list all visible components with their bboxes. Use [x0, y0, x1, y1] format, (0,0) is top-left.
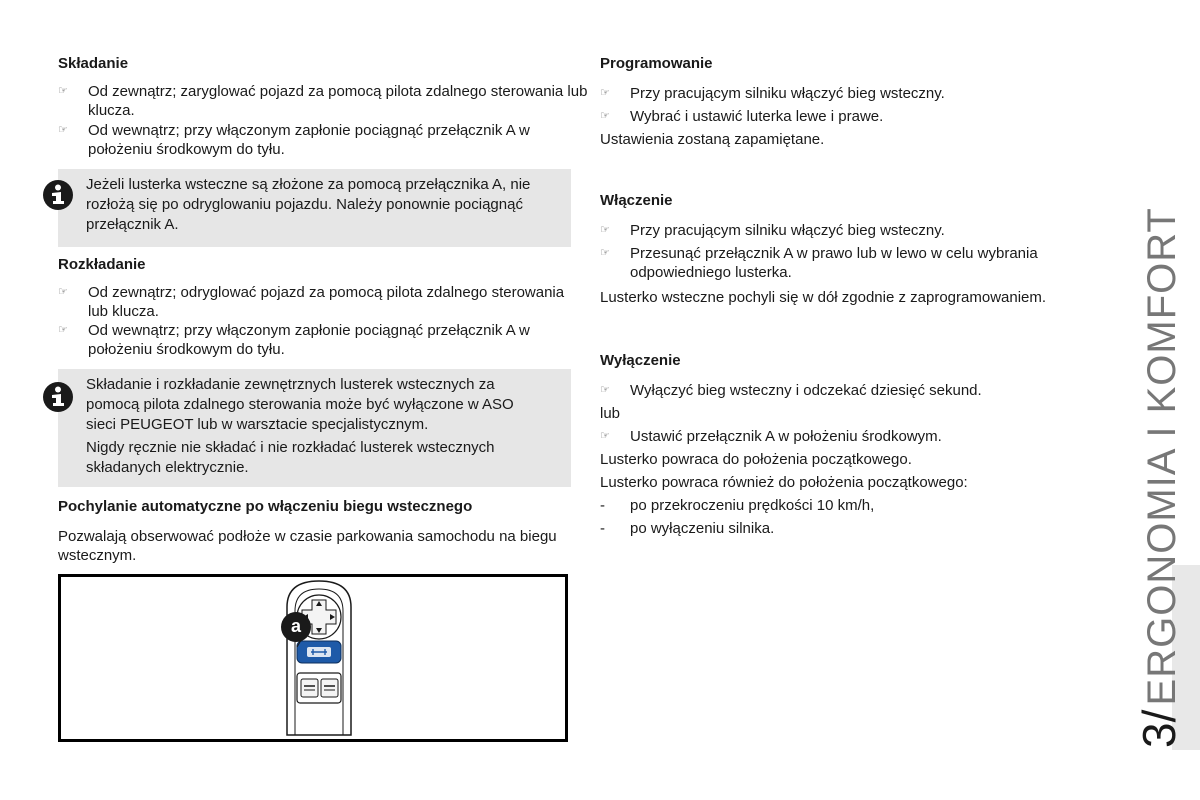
list-item	[600, 427, 1110, 446]
info-note	[58, 169, 571, 247]
dash-marker: -	[600, 497, 605, 514]
list-item	[600, 84, 1110, 103]
list-item	[600, 244, 1110, 282]
hand-pointer-icon: ☞	[600, 247, 610, 259]
hand-pointer-icon: ☞	[600, 87, 610, 99]
bullet-text: Przesunąć przełącznik A w prawo lub w lewo w celu wybrania odpowiedniego lusterka.	[630, 245, 1038, 281]
chapter-slash: /	[1133, 709, 1185, 723]
disabling-line: Lusterko powraca do położenia początkowego.	[600, 451, 912, 468]
dash-text: po wyłączeniu silnika.	[630, 520, 775, 537]
bullet-text: Od zewnątrz; odryglować pojazd za pomocą pilota zdalnego sterowania lub klucza.	[88, 284, 565, 320]
hand-pointer-icon: ☞	[58, 85, 68, 97]
bullet-text: Od wewnątrz; przy włączonym zapłonie pociągnąć przełącznik A w położeniu środkowym do tyłu.	[88, 122, 530, 158]
list-item	[58, 283, 588, 321]
hand-pointer-icon: ☞	[600, 384, 610, 396]
programming-heading: Programowanie	[600, 55, 713, 72]
list-item	[600, 107, 1110, 126]
list-item	[58, 121, 588, 159]
dash-item	[600, 496, 1110, 515]
hand-pointer-icon: ☞	[58, 124, 68, 136]
hand-pointer-icon: ☞	[58, 324, 68, 336]
hand-pointer-icon: ☞	[600, 224, 610, 236]
list-item	[58, 82, 588, 120]
enabling-result: Lusterko wsteczne pochyli się w dół zgodnie z zaprogramowaniem.	[600, 289, 1047, 306]
bullet-text: Wyłączyć bieg wsteczny i odczekać dziesięć sekund.	[630, 382, 982, 399]
info-note	[58, 369, 571, 487]
mirror-switch-illustration	[61, 577, 565, 739]
programming-result: Ustawienia zostaną zapamiętane.	[600, 131, 825, 148]
callout-label: a	[281, 612, 311, 642]
disabling-heading: Wyłączenie	[600, 352, 681, 369]
bullet-text: Ustawić przełącznik A w położeniu środkowym.	[630, 428, 942, 445]
hand-pointer-icon: ☞	[600, 430, 610, 442]
info-icon	[42, 381, 74, 413]
tilting-heading: Pochylanie automatyczne po włączeniu biegu wstecznego	[58, 498, 473, 515]
hand-pointer-icon: ☞	[58, 286, 68, 298]
chapter-name: ERGONOMIA I KOMFORT	[1140, 207, 1184, 706]
bullet-text: Od zewnątrz; zaryglować pojazd za pomocą pilota zdalnego sterowania lub klucza.	[88, 83, 588, 119]
note-text: Składanie i rozkładanie zewnętrznych lusterek wstecznych za pomocą pilota zdalnego sterowania może być wyłączone w ASO sieci PEUGEOT lub w warsztacie specjalistycznym.	[86, 376, 514, 433]
note-text: Jeżeli lusterka wsteczne są złożone za pomocą przełącznika A, nie rozłożą się po odryglowaniu pojazdu. Należy ponownie pociągnąć przełącznik A.	[86, 176, 531, 233]
bullet-text: Od wewnątrz; przy włączonym zapłonie pociągnąć przełącznik A w położeniu środkowym do tyłu.	[88, 322, 530, 358]
switch-figure	[58, 574, 568, 742]
unfolding-heading: Rozkładanie	[58, 256, 146, 273]
tilting-text: Pozwalają obserwować podłoże w czasie parkowania samochodu na biegu wstecznym.	[58, 528, 557, 564]
or-text: lub	[600, 405, 621, 422]
dash-item	[600, 519, 1110, 538]
bullet-text: Przy pracującym silniku włączyć bieg wsteczny.	[630, 85, 945, 102]
enabling-heading: Włączenie	[600, 192, 673, 209]
list-item	[600, 381, 1110, 400]
chapter-number: 3	[1133, 722, 1185, 748]
info-icon	[42, 179, 74, 211]
disabling-line: Lusterko powraca również do położenia początkowego:	[600, 474, 968, 491]
hand-pointer-icon: ☞	[600, 110, 610, 122]
bullet-text: Przy pracującym silniku włączyć bieg wsteczny.	[630, 222, 945, 239]
chapter-title	[1133, 207, 1185, 748]
list-item	[58, 321, 588, 359]
bullet-text: Wybrać i ustawić luterka lewe i prawe.	[630, 108, 884, 125]
note-text: Nigdy ręcznie nie składać i nie rozkładać lusterek wstecznych składanych elektrycznie.	[86, 439, 495, 476]
dash-text: po przekroczeniu prędkości 10 km/h,	[630, 497, 875, 514]
list-item	[600, 221, 1110, 240]
folding-heading: Składanie	[58, 55, 129, 72]
dash-marker: -	[600, 520, 605, 537]
